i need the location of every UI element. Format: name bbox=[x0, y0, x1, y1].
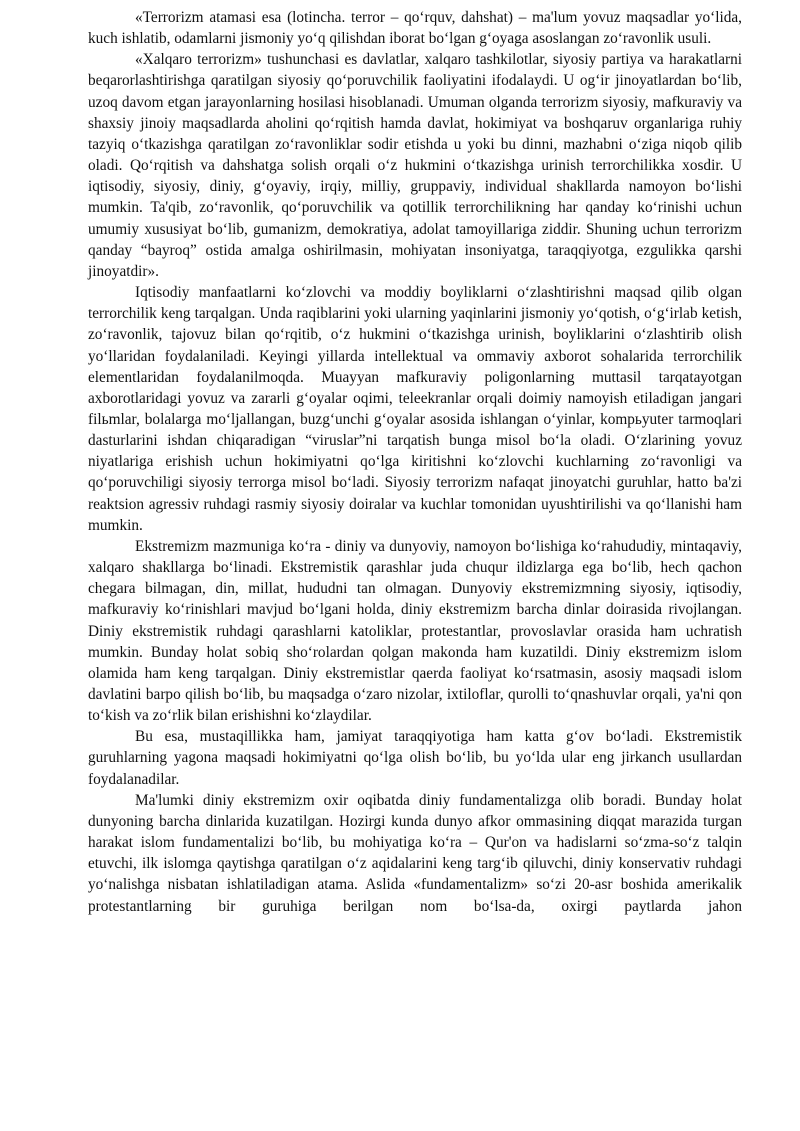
paragraph-terrorism-definition: «Terrorizm atamasi esa (lotincha. terror – qo‘rquv, dahshat) – ma'lum yovuz maqsadlar yo‘lida, kuch ishlatib, odamlarni jismoniy yo‘q qilishdan iborat bo‘lgan g‘oyaga asoslangan zo‘ravonlik usuli. bbox=[88, 9, 742, 48]
paragraph-international-terrorism: «Xalqaro terrorizm» tushunchasi es davlatlar, xalqaro tashkilotlar, siyosiy partiya va harakatlarni beqarorlashtirishga qaratilgan siyosiy qo‘poruvchilik faoliyatini ifodalaydi. U og‘ir jinoyatlardan bo‘lib, uzoq davom etgan jarayonlarning hosilasi hisoblanadi. Umuman olganda terrorizm siyosiy, mafkuraviy va shaxsiy jinoiy maqsadlarda aholini qo‘rqitish hamda davlat, hokimiyat va boshqaruv organlariga ruhiy tazyiq o‘tkazishga qaratilgan zo‘ravonliklar sodir etishda u yoki bu dinni, mazhabni o‘ziga niqob qilib oladi. Qo‘rqitish va dahshatga solish orqali o‘z hukmini o‘tkazishga urinish terrorchilikka xosdir. U iqtisodiy, siyosiy, diniy, g‘oyaviy, irqiy, milliy, gruppaviy, individual shakllarda namoyon bo‘lishi mumkin. Ta'qib, zo‘ravonlik, qo‘poruvchilik va qotillik terrorchilikning har qanday ko‘rinishi uchun umumiy xususiyat bo‘lib, gumanizm, demokratiya, adolat tamoyillariga ziddir. Shuning uchun terrorizm qanday “bayroq” ostida amalga oshirilmasin, mohiyatan insoniyatga, taraqqiyotga, ezgulikka qarshi jinoyatdir». bbox=[88, 51, 742, 280]
paragraph-extremism-forms: Ekstremizm mazmuniga ko‘ra - diniy va dunyoviy, namoyon bo‘lishiga ko‘rahududiy, mintaqaviy, xalqaro shakllarga bo‘linadi. Ekstremistik qarashlar juda chuqur ildizlarga ega bo‘lib, hech qachon chegara bilmagan, din, millat, hududni tan olmagan. Dunyoviy ekstremizmning siyosiy, iqtisodiy, mafkuraviy ko‘rinishlari mavjud bo‘lgani holda, diniy ekstremizm barcha dinlar doirasida rivojlangan. Diniy ekstremistik ruhdagi qarashlarni katoliklar, protestantlar, provoslavlar orasida ham uchratish mumkin. Bunday holat sobiq sho‘rolardan qolgan makonda ham kuzatildi. Diniy ekstremizm islom olamida ham keng tarqalgan. Diniy ekstremistlar qaerda faoliyat ko‘rsatmasin, asosiy maqsadi islom davlatini barpo qilish bo‘lib, bu maqsadga o‘zaro nizolar, ixtiloflar, qurolli to‘qnashuvlar orqali, ya'ni qon to‘kish va zo‘rlik bilan erishishni ko‘zlaydilar. bbox=[88, 537, 742, 725]
paragraph-fundamentalism: Ma'lumki diniy ekstremizm oxir oqibatda diniy fundamentalizga olib boradi. Bunday holat dunyoning barcha dinlarida kuzatilgan. Hozirgi kunda dunyo afkor ommasining diqqat marazida turgan harakat islom fundamentalizi bo‘lib, bu mohiyatiga ko‘ra – Qur'on va hadislarni so‘zma-so‘z talqin etuvchi, ilk islomga qaytishga qaratilgan o‘z aqidalarini keng targ‘ib qiluvchi, diniy konservativ ruhdagi yo‘nalishga nisbatan ishlatiladigan atama. Aslida «fundamentalizm» so‘zi 20-asr boshida amerikalik protestantlarning bir guruhiga berilgan nom bo‘lsa-da, oxirgi paytlarda jahon bbox=[88, 791, 742, 915]
document-page bbox=[88, 7, 742, 917]
paragraph-economic-terrorism: Iqtisodiy manfaatlarni ko‘zlovchi va moddiy boyliklarni o‘zlashtirishni maqsad qilib olgan terrorchilik keng tarqalgan. Unda raqiblarini yoki ularning yaqinlarini jismoniy yo‘qotish, o‘g‘irlab ketish, zo‘ravonlik, tajovuz bilan qo‘rqitib, o‘z hukmini o‘tkazishga urinish, boyliklarini o‘zlashtirib olish yo‘llaridan foydalaniladi. Keyingi yillarda intellektual va ommaviy axborot sohalarida terrorchilik elementlaridan foydalanilmoqda. Muayyan mafkuraviy poligonlarning muttasil tarqatayotgan axborotlaridagi yovuz va zararli g‘oyalar oqimi, teleekranlar orqali doimiy namoyish etiladigan jangari filьmlar, bolalarga mo‘ljallangan, buzg‘unchi g‘oyalar asosida ishlangan o‘yinlar, kompьyuter tarmoqlari dasturlarini ishdan chiqaradigan “viruslar”ni tarqatish bunga misol bo‘la oladi. O‘zlarining yovuz niyatlariga erishish uchun hokimiyatni qo‘lga kiritishni ko‘zlovchi kuchlarning zo‘ravonligi va qo‘poruvchiligi siyosiy terrorga misol bo‘ladi. Siyosiy terrorizm nafaqat jinoyatchi guruhlar, hatto ba'zi reaktsion agressiv ruhdagi rasmiy siyosiy doiralar va kuchlar tomonidan uyushtirilishi va qo‘llanishi ham mumkin. bbox=[88, 284, 742, 534]
paragraph-extremist-goals: Bu esa, mustaqillikka ham, jamiyat taraqqiyotiga ham katta g‘ov bo‘ladi. Ekstremistik guruhlarning yagona maqsadi hokimiyatni qo‘lga olish bo‘lib, bu yo‘lda ular eng jirkanch usullardan foydalanadilar. bbox=[88, 728, 742, 788]
